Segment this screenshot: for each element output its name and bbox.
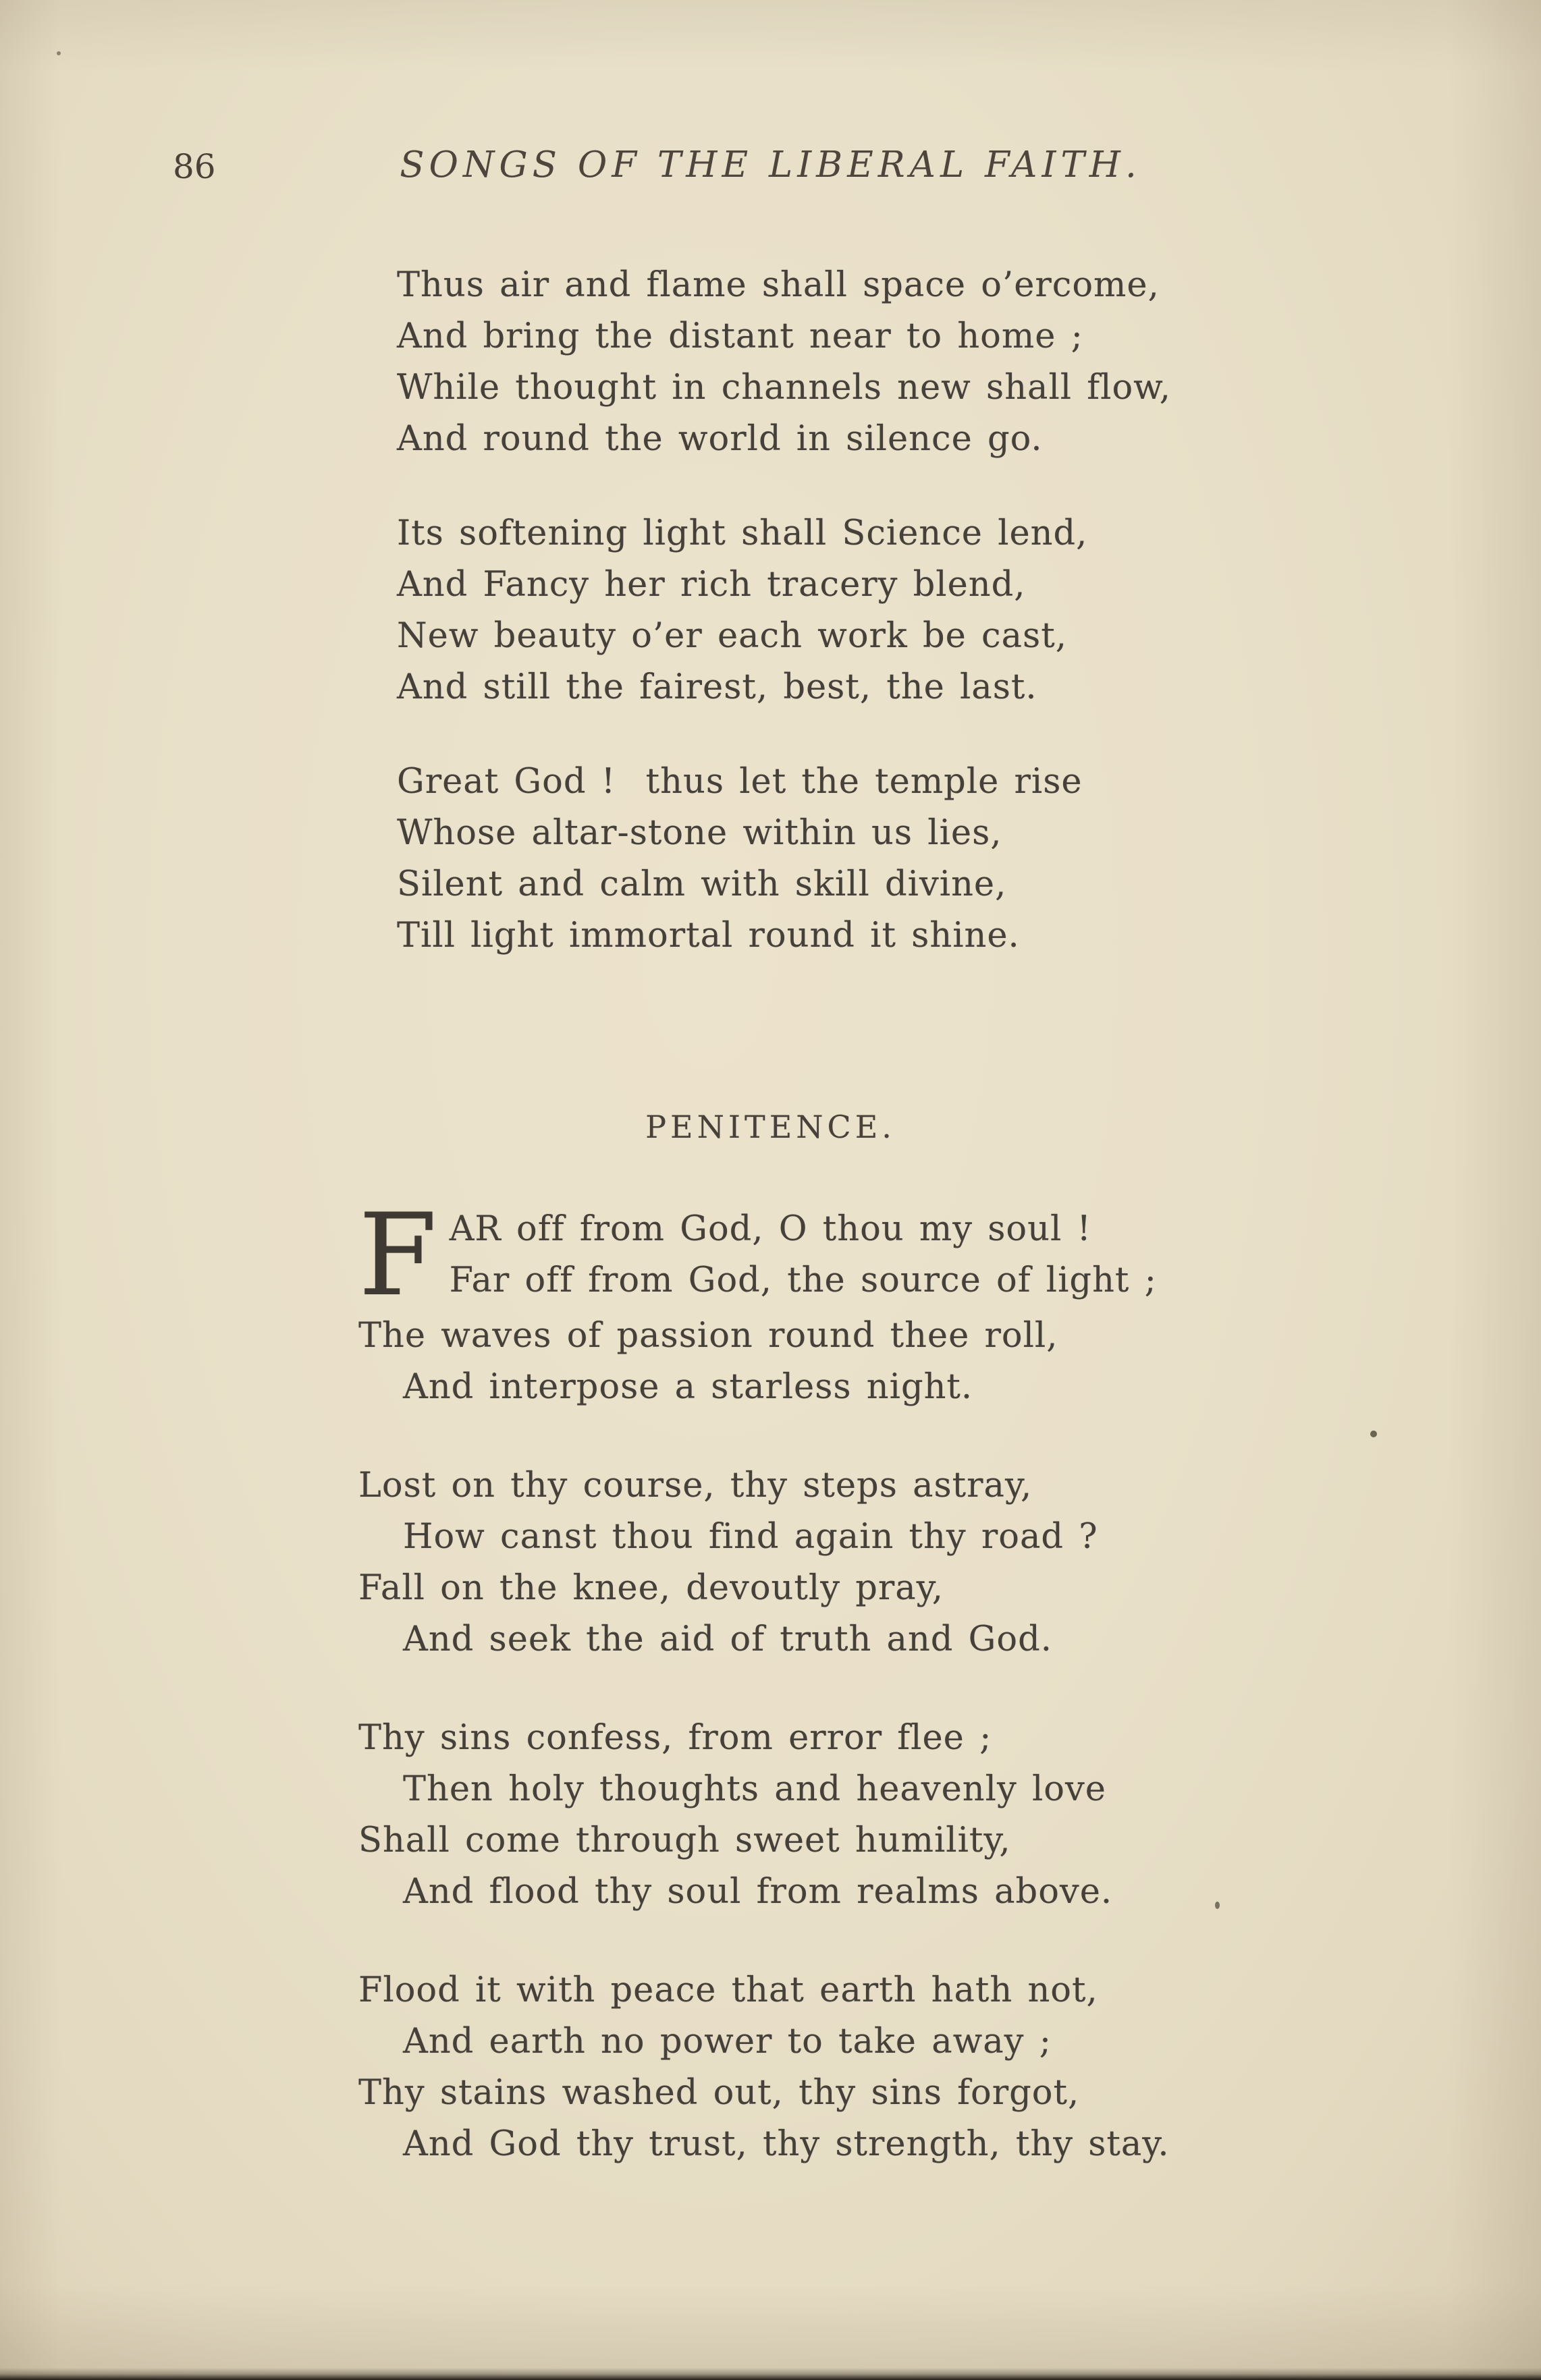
poem-line: Great God ! thus let the temple rise bbox=[397, 762, 1083, 802]
page-number: 86 bbox=[173, 147, 216, 186]
stanza bbox=[397, 756, 1171, 962]
poem-line: Flood it with peace that earth hath not, bbox=[358, 1970, 1098, 2010]
poem-line: And interpose a starless night. bbox=[403, 1367, 973, 1407]
stanza bbox=[397, 508, 1171, 713]
poem-line: Thy stains washed out, thy sins forgot, bbox=[358, 2073, 1080, 2113]
poem-line: Till light immortal round it shine. bbox=[397, 916, 1020, 956]
poem-line: Then holy thoughts and heavenly love bbox=[403, 1769, 1106, 1809]
poem-line: And bring the distant near to home ; bbox=[397, 316, 1083, 356]
scan-bottom-edge bbox=[0, 2368, 1541, 2380]
poem-line: Lost on thy course, thy steps astray, bbox=[358, 1466, 1033, 1505]
stanza bbox=[358, 1965, 1170, 2170]
poem-line: Thy sins confess, from error flee ; bbox=[358, 1718, 992, 1758]
poem-line: And still the fairest, best, the last. bbox=[397, 667, 1037, 707]
drop-cap: F bbox=[358, 1189, 437, 1321]
stanza bbox=[358, 1460, 1170, 1665]
scan-speck bbox=[57, 51, 61, 55]
poem-line: Thus air and flame shall space o’ercome, bbox=[397, 265, 1160, 305]
poem-line: Far off from God, the source of light ; bbox=[449, 1261, 1157, 1300]
poem-line: Its softening light shall Science lend, bbox=[397, 514, 1088, 553]
poem-line: And round the world in silence go. bbox=[397, 419, 1043, 459]
poem-line: Shall come through sweet humility, bbox=[358, 1821, 1011, 1860]
poem-line: Whose altar-stone within us lies, bbox=[397, 813, 1002, 853]
poem-line: And seek the aid of truth and God. bbox=[403, 1620, 1052, 1659]
poem-line: And God thy trust, thy strength, thy stay. bbox=[403, 2124, 1170, 2164]
poem-line: The waves of passion round thee roll, bbox=[358, 1316, 1058, 1356]
poem-line: Fall on the knee, devoutly pray, bbox=[358, 1568, 944, 1608]
stanza bbox=[397, 260, 1171, 465]
poem-line: AR off from God, O thou my soul ! bbox=[449, 1209, 1091, 1249]
scan-speck bbox=[1370, 1431, 1377, 1437]
poem-line: And Fancy her rich tracery blend, bbox=[397, 565, 1026, 605]
running-header: SONGS OF THE LIBERAL FAITH. bbox=[400, 144, 1141, 186]
poem-line: New beauty o’er each work be cast, bbox=[397, 616, 1067, 656]
poem-line: How canst thou find again thy road ? bbox=[403, 1517, 1098, 1557]
poem-line: Silent and calm with skill divine, bbox=[397, 864, 1007, 904]
poem-line: And flood thy soul from realms above. bbox=[403, 1872, 1113, 1912]
stanza-with-drop-cap bbox=[358, 1189, 1170, 1413]
scan-speck bbox=[1215, 1902, 1220, 1909]
poem-line: While thought in channels new shall flow, bbox=[397, 368, 1171, 408]
poem-title: PENITENCE. bbox=[645, 1109, 896, 1145]
poem-continued bbox=[397, 260, 1171, 1005]
poem-penitence bbox=[358, 1189, 1170, 2217]
stanza bbox=[358, 1713, 1170, 1918]
poem-line: And earth no power to take away ; bbox=[403, 2022, 1052, 2061]
